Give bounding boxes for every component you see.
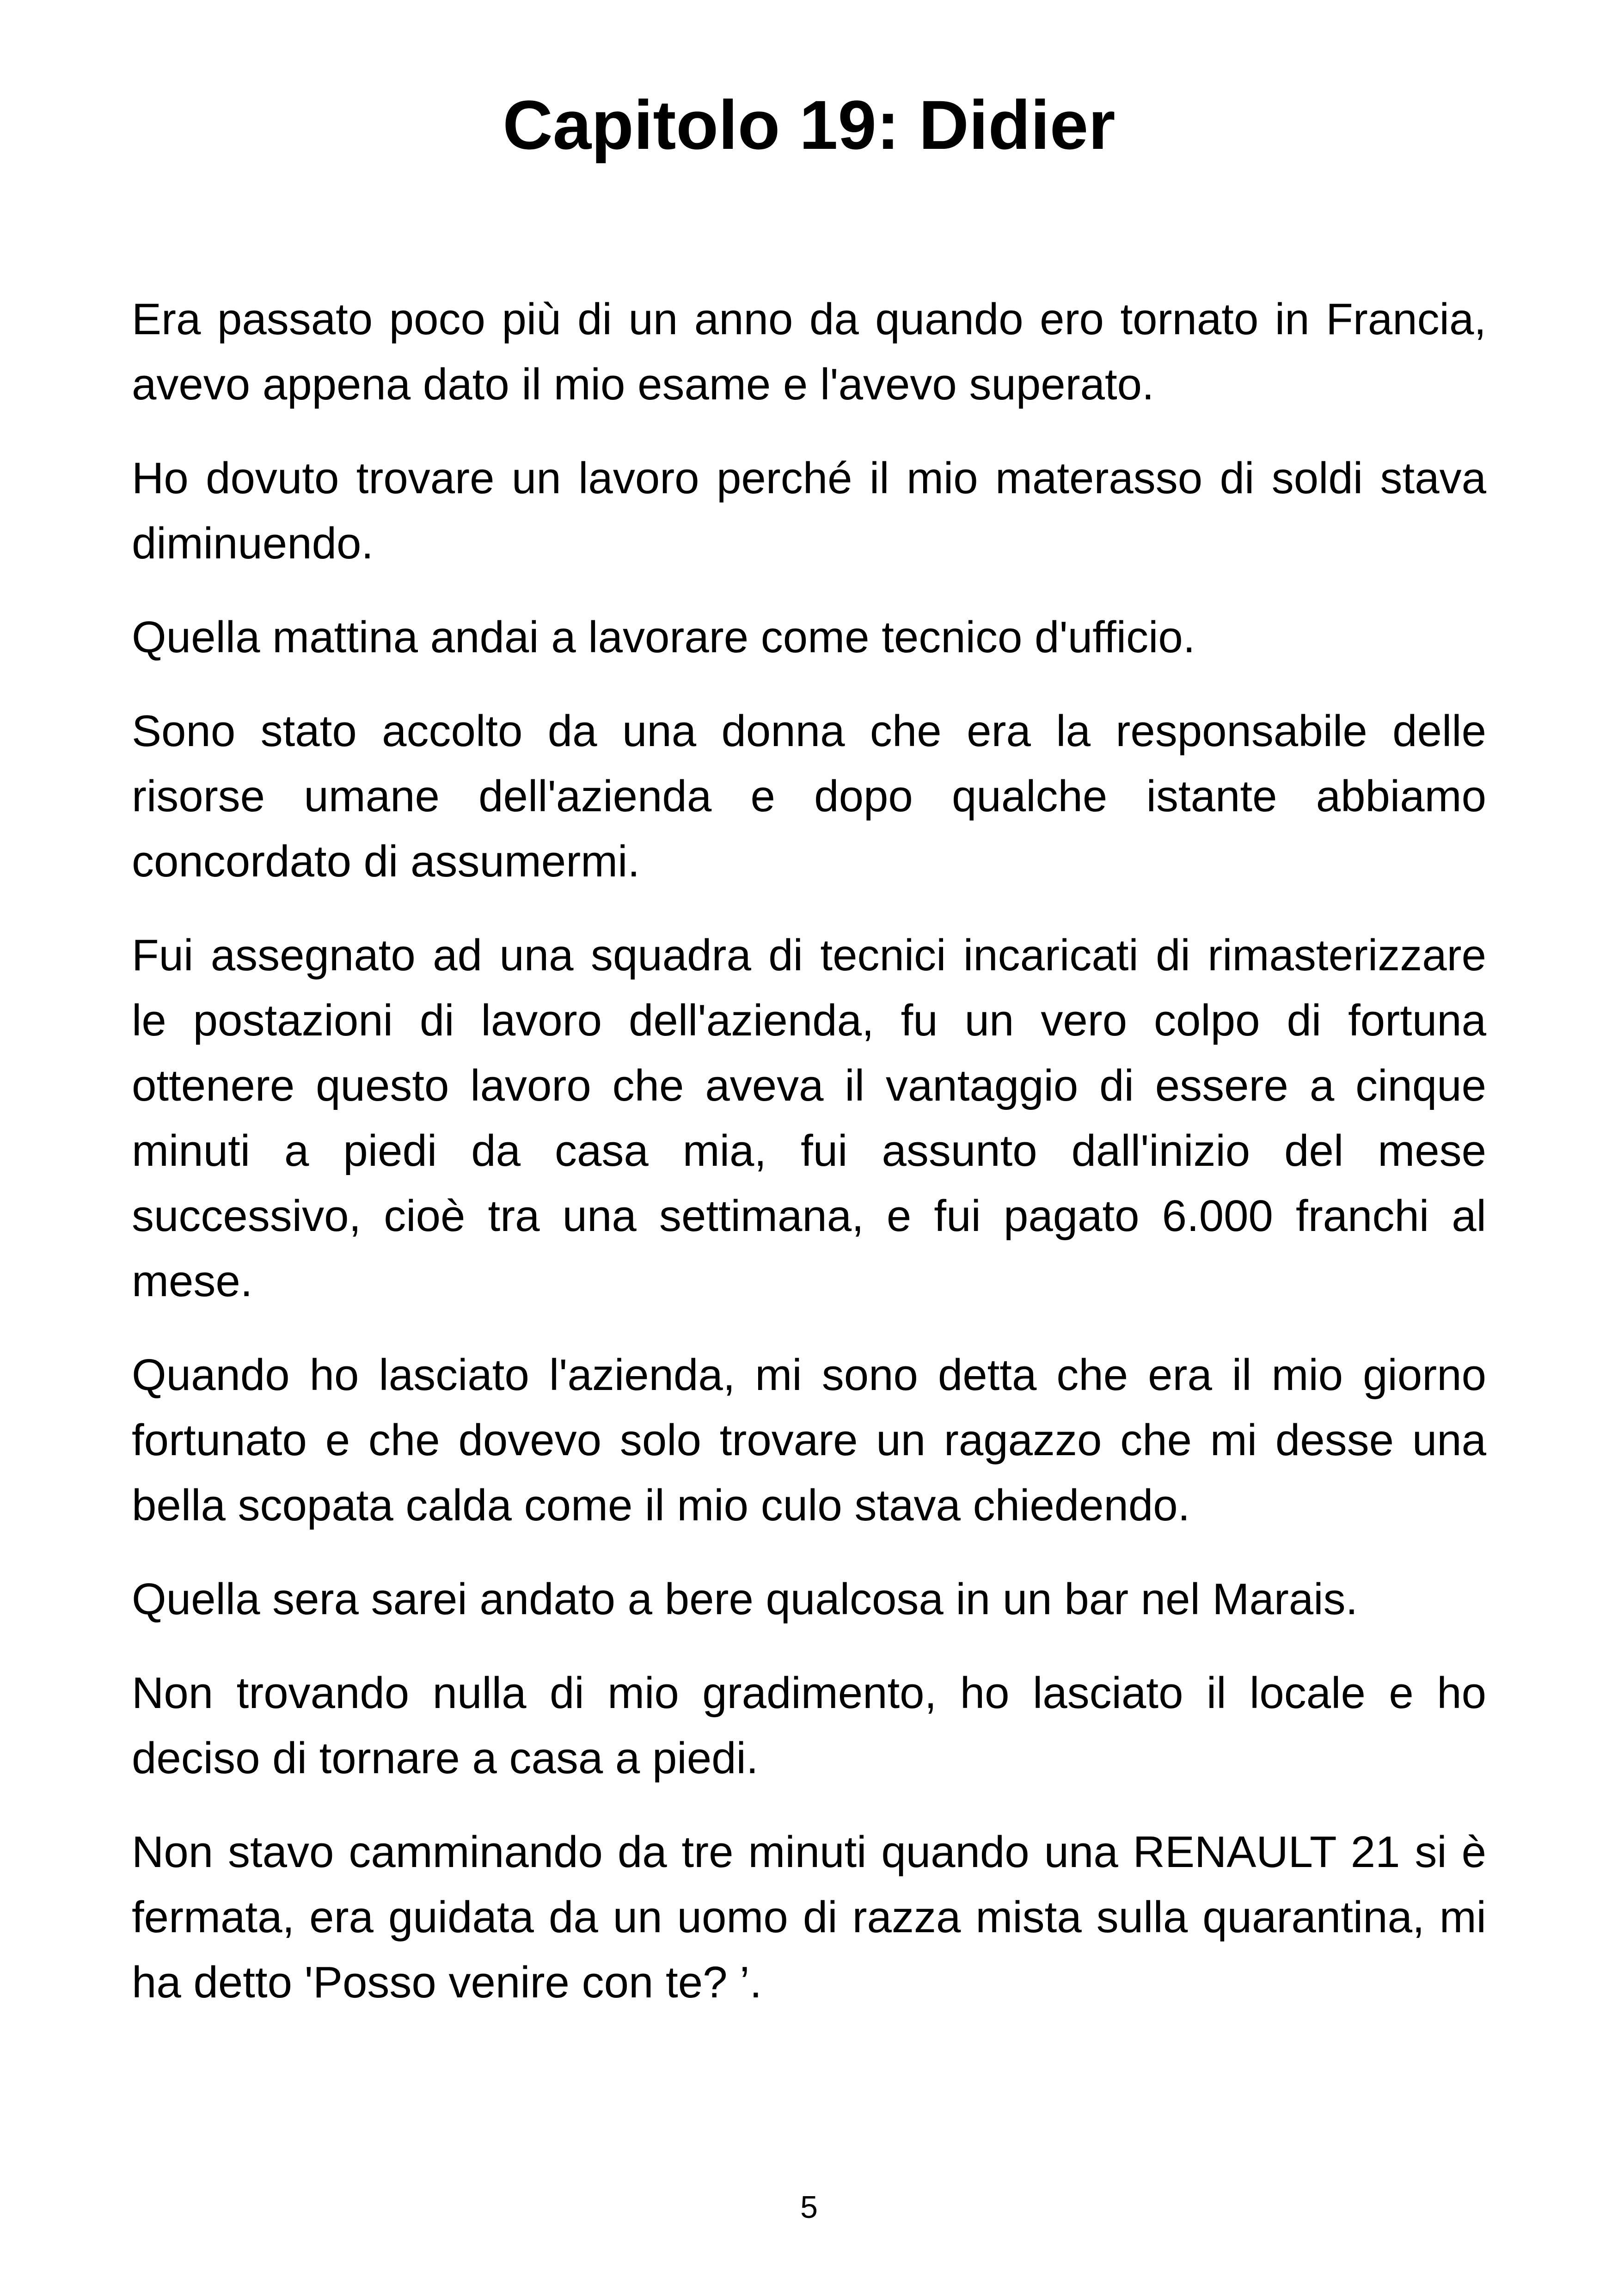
paragraph: Quando ho lasciato l'azienda, mi sono detta che era il mio giorno fortunato e che dovevo solo trovare un ragazzo che mi desse una bella scopata calda come il mio culo stava chiedendo. [132,1350,1486,1530]
paragraph: Fui assegnato ad una squadra di tecnici incaricati di rimasterizzare le postazioni di lavoro dell'azienda, fu un vero colpo di fortuna ottenere questo lavoro che aveva il vantaggio di essere a cinque minuti a piedi da casa mia, fui assunto dall'inizio del mese successivo, cioè tra una settimana, e fui pagato 6.000 franchi al mese. [132,931,1486,1306]
paragraph: Non trovando nulla di mio gradimento, ho lasciato il locale e ho deciso di tornare a casa a piedi. [132,1668,1486,1783]
paragraph: Quella sera sarei andato a bere qualcosa in un bar nel Marais. [132,1574,1358,1624]
page-number: 5 [800,2190,818,2225]
paragraph: Non stavo camminando da tre minuti quando una RENAULT 21 si è fermata, era guidata da un uomo di razza mista sulla quarantina, mi ha detto 'Posso venire con te? ’. [132,1827,1486,2007]
chapter-title: Capitolo 19: Didier [503,86,1115,164]
paragraph: Ho dovuto trovare un lavoro perché il mio materasso di soldi stava diminuendo. [132,453,1486,568]
paragraph: Quella mattina andai a lavorare come tecnico d'ufficio. [132,612,1195,662]
paragraph: Era passato poco più di un anno da quando ero tornato in Francia, avevo appena dato il mio esame e l'avevo superato. [132,294,1486,409]
body-text [132,287,1486,2044]
paragraph: Sono stato accolto da una donna che era la responsabile delle risorse umane dell'azienda e dopo qualche istante abbiamo concordato di assumermi. [132,706,1486,886]
